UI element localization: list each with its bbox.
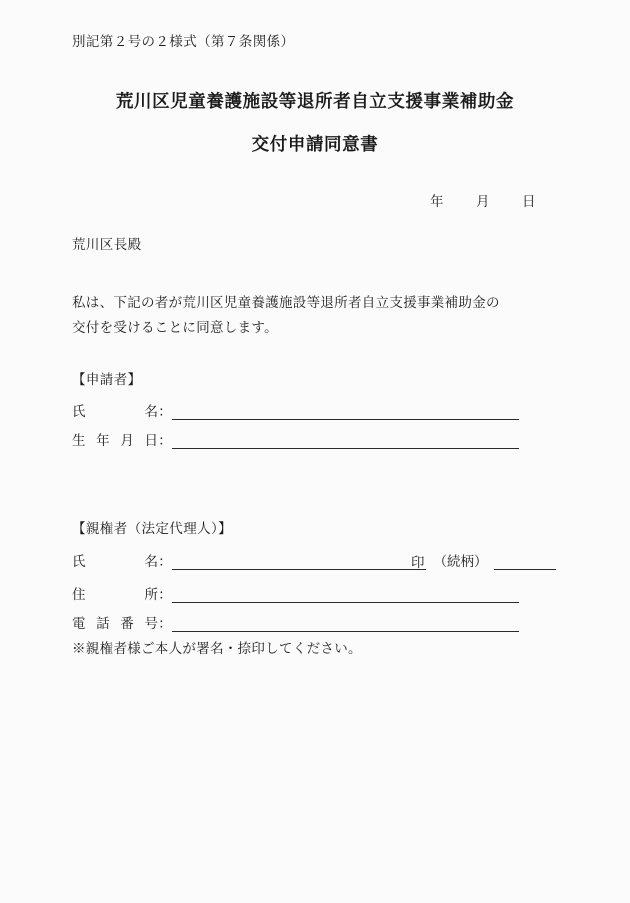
guardian-address-input[interactable] (172, 587, 519, 603)
body-paragraph (72, 290, 500, 340)
date-day-label: 日 (522, 194, 536, 209)
applicant-name-input[interactable] (172, 404, 519, 420)
guardian-name-input[interactable] (172, 554, 410, 570)
applicant-birthdate-label: 生年月日 (72, 433, 158, 448)
footnote: ※親権者様ご本人が署名・捺印してください。 (72, 641, 362, 656)
guardian-name-label: 氏名 (72, 554, 158, 569)
applicant-birthdate-colon: ： (158, 433, 172, 448)
applicant-name-row (72, 398, 519, 420)
guardian-name-colon: ： (158, 554, 172, 569)
body-paragraph-line-2: 交付を受けることに同意します。 (72, 320, 278, 335)
applicant-birthdate-input[interactable] (172, 433, 519, 449)
guardian-address-row (72, 581, 519, 603)
guardian-name-row (72, 548, 556, 570)
date-year-label: 年 (430, 194, 444, 209)
seal-mark-icon: 印 (411, 555, 425, 570)
guardian-address-label: 住所 (72, 587, 158, 602)
applicant-section-heading: 【申請者】 (72, 372, 142, 387)
relation-label: （続柄） (433, 554, 488, 569)
guardian-phone-input[interactable] (172, 616, 519, 632)
guardian-address-colon: ： (158, 587, 172, 602)
guardian-phone-row (72, 610, 519, 632)
applicant-birthdate-row (72, 427, 519, 449)
date-line (430, 190, 536, 210)
applicant-name-colon: ： (158, 404, 172, 419)
relation-input[interactable] (494, 554, 556, 570)
guardian-phone-label: 電話番号 (72, 616, 158, 631)
guardian-section-heading: 【親権者（法定代理人）】 (72, 521, 233, 536)
document-title-line-1: 荒川区児童養護施設等退所者自立支援事業補助金 (115, 91, 515, 111)
document-title-line-2: 交付申請同意書 (251, 134, 379, 154)
applicant-name-label: 氏名 (72, 404, 158, 419)
addressee: 荒川区長殿 (72, 237, 142, 252)
guardian-phone-colon: ： (158, 616, 172, 631)
form-number: 別記第２号の２様式（第７条関係） (72, 34, 295, 49)
body-paragraph-line-1: 私は、下記の者が荒川区児童養護施設等退所者自立支援事業補助金の (72, 295, 500, 310)
date-month-label: 月 (476, 194, 490, 209)
